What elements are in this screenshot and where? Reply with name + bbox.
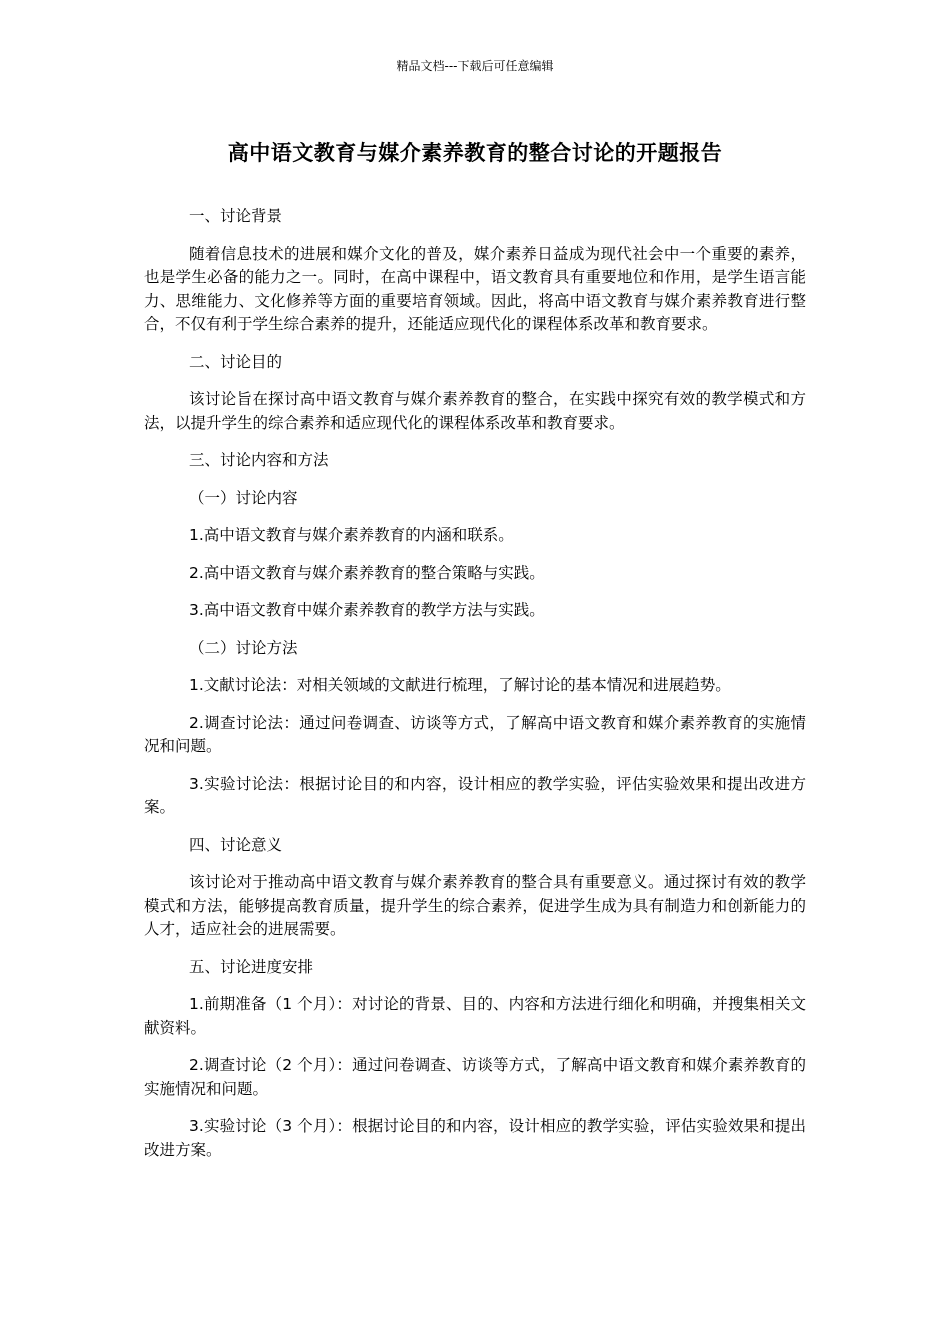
document-body (144, 205, 806, 1176)
content-item: 1.高中语文教育与媒介素养教育的内涵和联系。 (189, 526, 514, 544)
subheading-content: （一）讨论内容 (189, 488, 298, 507)
document-title: 高中语文教育与媒介素养教育的整合讨论的开题报告 (227, 141, 723, 165)
paragraph-background: 随着信息技术的进展和媒介文化的普及，媒介素养日益成为现代社会中一个重要的素养，也是学生必备的能力之一。同时，在高中课程中，语文教育具有重要地位和作用，是学生语言能力、思维能力、文化修养等方面的重要培育领域。因此，将高中语文教育与媒介素养教育进行整合，不仅有利于学生综合素养的提升，还能适应现代化的课程体系改革和教育要求。 (144, 244, 806, 333)
method-item: 2.调查讨论法：通过问卷调查、访谈等方式，了解高中语文教育和媒介素养教育的实施情况和问题。 (144, 713, 806, 755)
schedule-item: 2.调查讨论（2 个月）：通过问卷调查、访谈等方式，了解高中语文教育和媒介素养教育的实施情况和问题。 (144, 1056, 806, 1098)
section-heading-significance: 四、讨论意义 (189, 835, 283, 854)
header-note: 精品文档---下载后可任意编辑 (396, 59, 554, 73)
section-heading-background: 一、讨论背景 (189, 207, 283, 225)
paragraph-significance: 该讨论对于推动高中语文教育与媒介素养教育的整合具有重要意义。通过探讨有效的教学模式和方法，能够提高教育质量，提升学生的综合素养，促进学生成为具有制造力和创新能力的人才，适应社会的进展需要。 (144, 873, 806, 938)
content-item: 2.高中语文教育与媒介素养教育的整合策略与实践。 (189, 563, 545, 582)
method-item: 1.文献讨论法：对相关领域的文献进行梳理，了解讨论的基本情况和进展趋势。 (189, 676, 731, 694)
content-item: 3.高中语文教育中媒介素养教育的教学方法与实践。 (189, 601, 545, 619)
paragraph-purpose: 该讨论旨在探讨高中语文教育与媒介素养教育的整合，在实践中探究有效的教学模式和方法，以提升学生的综合素养和适应现代化的课程体系改革和教育要求。 (144, 390, 806, 432)
schedule-item: 1.前期准备（1 个月）：对讨论的背景、目的、内容和方法进行细化和明确，并搜集相关文献资料。 (144, 995, 806, 1037)
subheading-method: （二）讨论方法 (189, 638, 298, 657)
section-heading-schedule: 五、讨论进度安排 (189, 957, 314, 976)
section-heading-purpose: 二、讨论目的 (189, 352, 283, 371)
section-heading-content-method: 三、讨论内容和方法 (189, 451, 329, 469)
schedule-item: 3.实验讨论（3 个月）：根据讨论目的和内容，设计相应的教学实验，评估实验效果和提出改进方案。 (144, 1117, 806, 1159)
method-item: 3.实验讨论法：根据讨论目的和内容，设计相应的教学实验，评估实验效果和提出改进方案。 (144, 774, 806, 816)
